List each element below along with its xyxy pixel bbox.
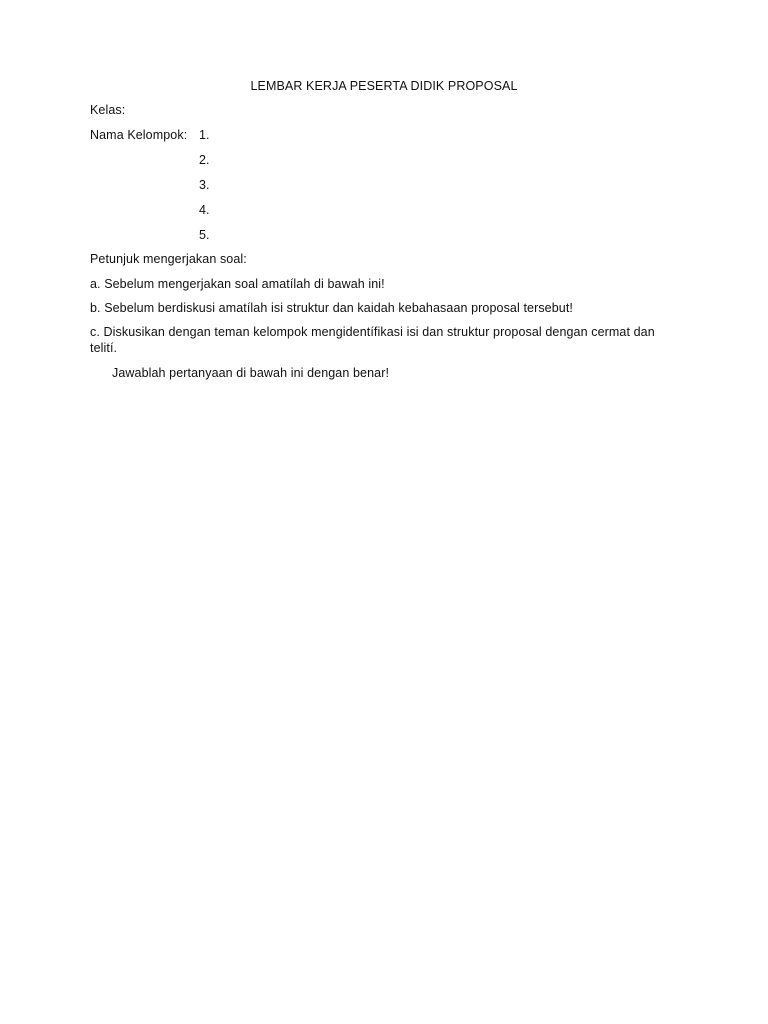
group-name-label: Nama Kelompok: [90, 128, 188, 142]
class-label: Kelas: [90, 103, 126, 117]
document-title: LEMBAR KERJA PESERTA DIDIK PROPOSAL [250, 79, 518, 93]
group-member-1: 1. [199, 128, 210, 142]
group-member-5: 5. [199, 228, 210, 242]
group-member-3: 3. [199, 178, 210, 192]
instruction-a: a. Sebelum mengerjakan soal amatílah di bawah ini! [90, 277, 385, 291]
group-member-2: 2. [199, 153, 210, 167]
closing-instruction: Jawablah pertanyaan di bawah ini dengan benar! [112, 366, 390, 380]
instruction-c: c. Diskusikan dengan teman kelompok mengidentífikasi isi dan struktur proposal dengan cermat dan telití. [90, 325, 655, 355]
instruction-b: b. Sebelum berdiskusi amatílah isi struktur dan kaidah kebahasaan proposal tersebut! [90, 301, 573, 315]
instructions-heading: Petunjuk mengerjakan soal: [90, 252, 247, 266]
group-member-4: 4. [199, 203, 210, 217]
